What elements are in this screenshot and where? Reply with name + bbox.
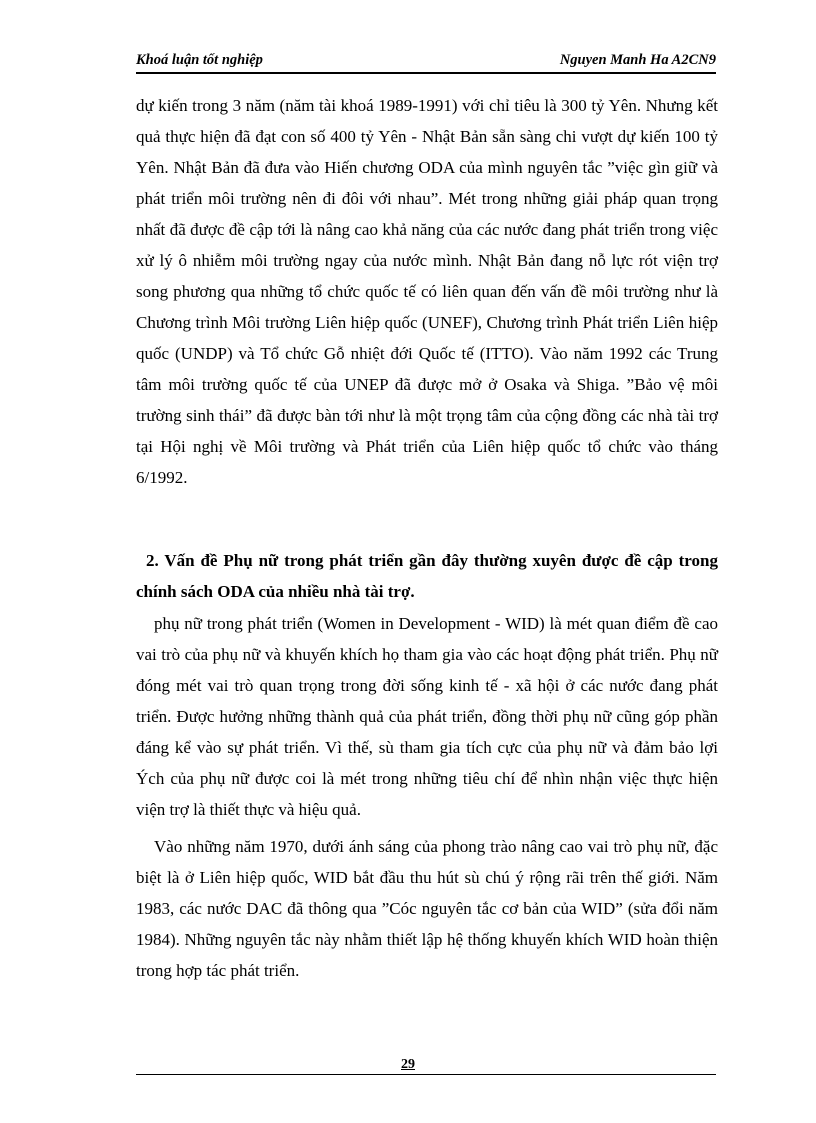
body-paragraph-wid-definition: phụ nữ trong phát triển (Women in Development - WID) là mét quan điểm đề cao vai trò của phụ nữ và khuyến khích họ tham gia vào các hoạt động phát triển. Phụ nữ đóng mét vai trò quan trọng trong đời sống kinh tế - xã hội ở các nước đang phát triển. Được hưởng những thành quả của phát triển, đồng thời phụ nữ cũng góp phần đáng kể vào sự phát triển. Vì thế, sù tham gia tích cực của phụ nữ và đảm bảo lợi Ých của phụ nữ được coi là mét trong những tiêu chí để nhìn nhận việc thực hiện viện trợ là thiết thực và hiệu quả. bbox=[136, 614, 718, 819]
page-number: 29 bbox=[401, 1057, 415, 1072]
header-author: Nguyen Manh Ha A2CN9 bbox=[559, 52, 716, 68]
body-paragraph-environment: dự kiến trong 3 năm (năm tài khoá 1989-1991) với chỉ tiêu là 300 tỷ Yên. Nhưng kết quả thực hiện đã đạt con số 400 tỷ Yên - Nhật Bản sẵn sàng chi vượt dự kiến 100 tỷ Yên. Nhật Bản đã đưa vào Hiến chương ODA của mình nguyên tắc ”việc gìn giữ và phát triển môi trường nên đi đôi với nhau”. Mét trong những giải pháp quan trọng nhất đã được đề cập tới là nâng cao khả năng của các nước đang phát triển trong việc xử lý ô nhiễm môi trường ngay của nước mình. Nhật Bản đang nỗ lực rót viện trợ song phương qua những tổ chức quốc tế có liên quan đến vấn đề môi trường như là Chương trình Môi trường Liên hiệp quốc (UNEF), Chương trình Phát triển Liên hiệp quốc (UNDP) và Tổ chức Gỗ nhiệt đới Quốc tế (ITTO). Vào năm 1992 các Trung tâm môi trường quốc tế của UNEP đã được mở ở Osaka và Shiga. ”Bảo vệ môi trường sinh thái” đã được bàn tới như là một trọng tâm của cộng đồng các nhà tài trợ tại Hội nghị về Môi trường và Phát triển của Liên hiệp quốc tổ chức vào tháng 6/1992. bbox=[136, 96, 718, 487]
header-thesis-title: Khoá luận tốt nghiệp bbox=[136, 52, 263, 68]
page-header bbox=[136, 50, 716, 74]
footer-divider bbox=[136, 1074, 716, 1075]
page-body bbox=[136, 90, 718, 986]
section-heading: 2. Vấn đề Phụ nữ trong phát triển gần đây thường xuyên được đề cập trong chính sách ODA của nhiều nhà tài trợ. bbox=[136, 551, 718, 601]
body-paragraph-wid-history: Vào những năm 1970, dưới ánh sáng của phong trào nâng cao vai trò phụ nữ, đặc biệt là ở Liên hiệp quốc, WID bắt đầu thu hút sù chú ý rộng rãi trên thế giới. Năm 1983, các nước DAC đã thông qua ”Cóc nguyên tắc cơ bản của WID” (sửa đổi năm 1984). Những nguyên tắc này nhằm thiết lập hệ thống khuyến khích WID hoàn thiện trong hợp tác phát triển. bbox=[136, 837, 718, 980]
